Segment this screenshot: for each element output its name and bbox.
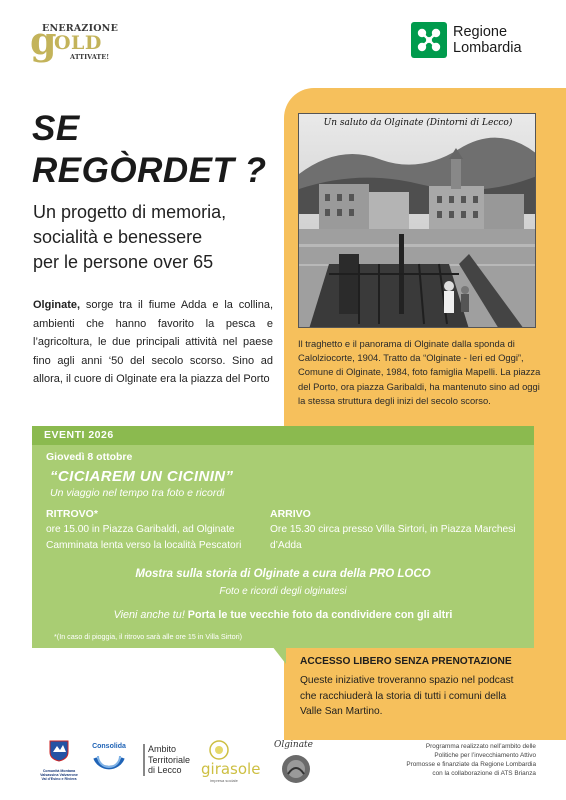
photo-inscription: Un saluto da Olginate (Dintorni di Lecco) [323, 118, 513, 128]
consolida-wordmark: Consolida [92, 743, 126, 750]
generazione-gold-logo [30, 18, 119, 63]
intro-text: sorge tra il fiume Adda e la collina, ambienti che hanno favorito la pesca e l’agricoltura, le due principali attività nel paese fino agli anni ‘50 del secolo scorso. Sino ad allora, il cuore di Olginate era la piazza del Porto [33, 299, 273, 385]
access-title: ACCESSO LIBERO SENZA PRENOTAZIONE [300, 656, 512, 667]
events-box [32, 426, 534, 648]
arrivo-line: Ore 15.30 circa presso Villa Sirtori, in Piazza Marchesi [270, 524, 516, 535]
subtitle-line: socialità e benessere [33, 227, 203, 247]
event-title: “CICIAREM UN CICININ” [50, 468, 234, 485]
historical-photo [298, 113, 536, 328]
ritrovo-details [46, 522, 276, 553]
page-subtitle [33, 200, 273, 275]
ambito-line: Ambito [148, 744, 177, 754]
program-line: con la collaborazione di ATS Brianza [432, 770, 536, 777]
program-line: Promosse e finanziate da Regione Lombardia [406, 761, 536, 768]
girasole-tagline: impresa sociale [210, 778, 238, 783]
comunita-shield-icon [49, 740, 69, 762]
logo-generazione-text: ENERAZIONE [42, 23, 119, 34]
ritrovo-line: ore 15.00 in Piazza Garibaldi, ad Olginate [46, 524, 235, 535]
photo-caption: Il traghetto e il panorama di Olginate dalla sponda di Calolziocorte, 1904. Tratto da “Olginate - Ieri ed Oggi”, Comune di Olginate, 1984, foto famiglia Mapelli. La piazza del Porto, ora piazza Garibaldi, ha mantenuto sino ad oggi la stessa struttura degli inizi del secolo scorso. [298, 338, 541, 406]
girasole-logo [200, 738, 260, 784]
title-line-2: REGÒRDET ? [32, 151, 267, 190]
program-line: Politiche per l’invecchiamento Attivo [434, 752, 536, 759]
consolida-ring-icon [89, 750, 129, 780]
ambito-territoriale-logo [142, 740, 196, 780]
girasole-wordmark: girasole [201, 760, 261, 778]
ritrovo-heading: RITROVO* [46, 508, 98, 520]
logo-attivate-text: ATTIVATE! [70, 53, 110, 61]
pro-loco-emblem-icon [276, 752, 316, 786]
events-year-label: EVENTI 2026 [44, 429, 114, 441]
pro-loco-olginate-logo [266, 738, 322, 788]
photo-illustration [299, 114, 536, 328]
intro-bold-town: Olginate, [33, 299, 81, 311]
access-line: Queste iniziative troveranno spazio nel podcast [300, 675, 514, 686]
arrivo-details [270, 522, 530, 553]
exhibition-subtitle: Foto e ricordi degli olginatesi [219, 586, 347, 597]
regione-lombardia-rose-icon [411, 22, 447, 58]
ambito-line: Territoriale [148, 754, 191, 765]
logo-old-text: OLD [54, 32, 102, 54]
regione-lombardia-wordmark [453, 24, 522, 56]
invite-bold: Porta le tue vecchie foto da condividere con gli altri [184, 609, 453, 621]
comunita-line: Val d'Esino e Riviera [41, 777, 77, 782]
ritrovo-line: Camminata lenta verso la località Pescatori [46, 539, 242, 551]
pro-loco-wordmark: Olginate [274, 740, 314, 750]
logo-g-letter: g [30, 18, 57, 63]
rain-footnote: *(In caso di pioggia, il ritrovo sarà alle ore 15 in Villa Sirtori) [54, 632, 243, 641]
subtitle-line: per le persone over 65 [33, 252, 214, 272]
invite-line [32, 609, 534, 621]
girasole-flower-icon [204, 738, 234, 762]
arrivo-line: d’Adda [270, 539, 302, 551]
arrivo-heading: ARRIVO [270, 508, 311, 520]
intro-paragraph [33, 296, 273, 389]
page-title [32, 108, 266, 192]
program-line: Programma realizzato nell’ambito delle [425, 743, 536, 750]
event-subtitle: Un viaggio nel tempo tra foto e ricordi [50, 487, 225, 499]
lombardia-word: Lombardia [453, 40, 522, 56]
events-box-pointer [272, 646, 286, 664]
invite-italic: Vieni anche tu! [113, 609, 185, 621]
consolida-logo [88, 740, 130, 788]
comunita-line: Comunità Montana [42, 769, 76, 773]
ambito-line: di Lecco [148, 765, 182, 775]
access-line: che racchiuderà la storia di tutti i comuni della [300, 690, 507, 702]
title-line-1: SE [32, 109, 80, 148]
access-line: Valle San Martino. [300, 706, 383, 717]
comunita-montana-logo [38, 740, 80, 788]
program-credits [400, 742, 536, 778]
regione-lombardia-logo [411, 21, 522, 59]
comunita-line: Valsassina Valvarrone [40, 773, 78, 778]
access-text [300, 673, 536, 720]
regione-word: Regione [453, 24, 508, 40]
exhibition-title: Mostra sulla storia di Olginate a cura della PRO LOCO [135, 568, 431, 580]
event-date: Giovedì 8 ottobre [46, 451, 133, 463]
subtitle-line: Un progetto di memoria, [33, 202, 227, 222]
